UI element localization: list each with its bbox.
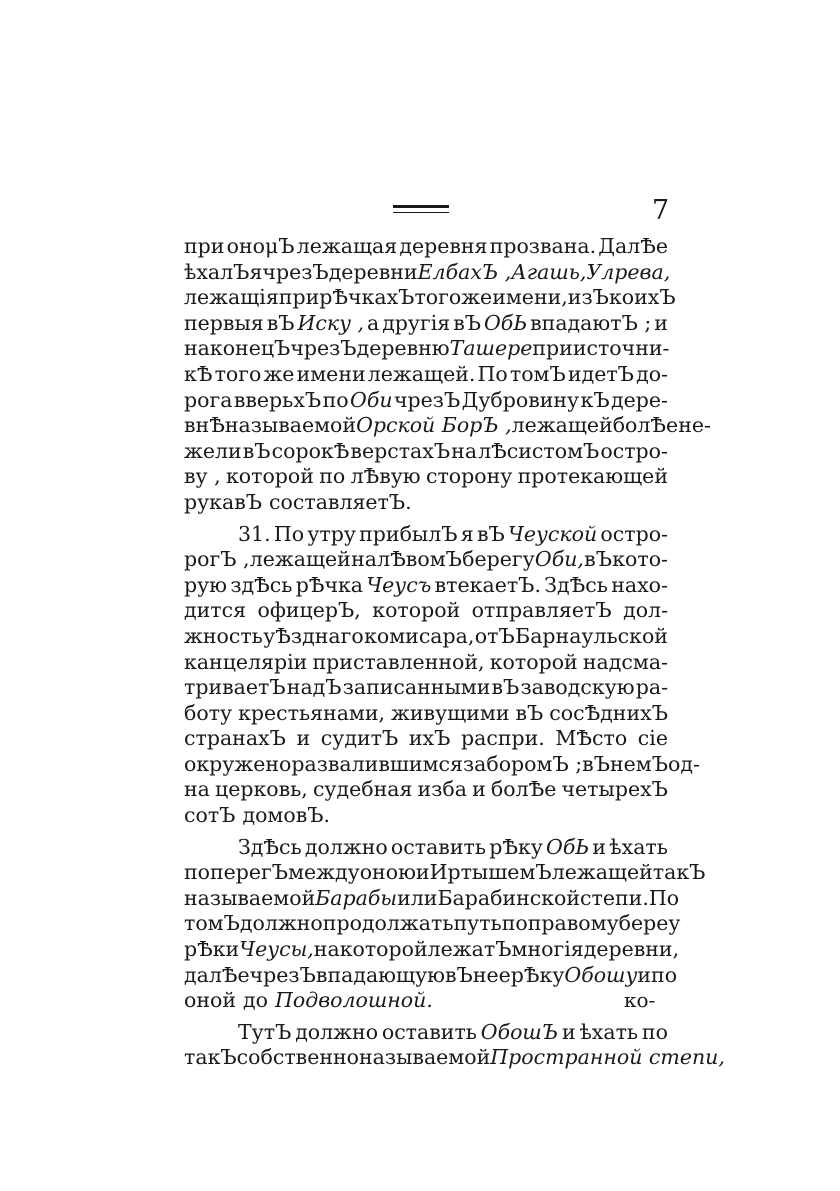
word: Оби	[350, 387, 393, 412]
word: первыя	[184, 310, 264, 335]
word: берегу	[462, 547, 535, 572]
text-line	[184, 439, 668, 465]
word: на	[184, 777, 210, 802]
paragraph-start	[184, 835, 668, 861]
word: другiя	[382, 310, 451, 335]
word: путь	[453, 911, 502, 936]
word: рѢку	[489, 834, 543, 859]
word: рѢку	[510, 962, 565, 987]
text-line	[184, 598, 668, 624]
word: чрезЪ	[249, 962, 316, 987]
text-line	[184, 962, 678, 989]
word: лѢвомЪ	[377, 547, 462, 572]
word: же	[263, 361, 295, 386]
word: рѢчкахЪ	[319, 285, 415, 310]
word: и	[592, 834, 607, 859]
text-line	[184, 911, 681, 937]
paragraph-start	[184, 522, 668, 548]
word: называемой	[224, 413, 357, 438]
word: ИртышемЪ	[429, 860, 552, 885]
word: развалившимся	[291, 751, 463, 776]
word: называемой	[359, 1045, 491, 1070]
word: по	[651, 962, 678, 987]
text-line	[184, 675, 668, 701]
word: деревни,	[583, 937, 680, 962]
word: далѢе	[184, 962, 250, 987]
word: судебная	[312, 777, 413, 802]
word: лѢвую	[350, 464, 421, 489]
word: Чеуской	[508, 521, 598, 546]
word: сосѢднихЪ	[549, 700, 668, 725]
word: бере	[618, 911, 669, 936]
word: од-	[668, 751, 700, 776]
word: рую	[184, 572, 228, 597]
word: вЪ	[266, 310, 295, 335]
text-line	[184, 285, 676, 311]
word: или	[397, 885, 438, 910]
word: Оби,	[534, 547, 584, 572]
word: По	[273, 521, 305, 546]
word: сорокѢ	[271, 438, 350, 463]
word: дере-	[611, 387, 668, 412]
word: ОбошЪ	[480, 1019, 559, 1044]
text-line	[184, 388, 668, 414]
word: церковь,	[215, 777, 308, 802]
page-number: 7	[652, 195, 670, 226]
word: лежащiя	[184, 285, 279, 310]
word: прозвана.	[489, 234, 597, 258]
word: источни-	[572, 336, 670, 361]
word: а	[366, 310, 380, 335]
word: которой	[372, 598, 461, 623]
word: вЪ	[584, 547, 612, 572]
text-line	[184, 860, 706, 886]
word: уѢзднаго	[263, 623, 364, 648]
word: которой	[339, 937, 428, 962]
word: у	[668, 911, 681, 936]
word: деревни	[328, 259, 418, 284]
text-line	[184, 777, 668, 803]
word: рога	[184, 387, 233, 412]
word: между	[288, 860, 360, 885]
word: Ташере	[449, 336, 533, 361]
word: оной	[184, 988, 237, 1013]
text-line	[184, 362, 668, 388]
word: ихЪ	[408, 726, 451, 751]
word: ЕлбахЪ ,	[417, 259, 512, 284]
header-rule	[393, 205, 449, 213]
word: оставить	[381, 1019, 477, 1044]
word: кѢ	[184, 361, 213, 386]
word: ѣхать	[609, 834, 668, 859]
word: при	[278, 285, 320, 310]
text-line	[184, 701, 668, 727]
word: впадаютЪ ;	[530, 310, 652, 335]
word: Подволошной.	[274, 988, 433, 1013]
word: заводскую	[520, 675, 635, 700]
word: такЪ	[652, 860, 706, 885]
word: лежащей	[249, 547, 351, 572]
word: вЪ	[582, 751, 610, 776]
word: боту	[184, 700, 233, 725]
text-line	[184, 573, 668, 599]
word: немЪ	[610, 751, 669, 776]
word: втекаетЪ.	[434, 572, 541, 597]
word: оною	[359, 860, 416, 885]
word: рѢки	[184, 937, 240, 962]
word: прибылЪ	[359, 521, 458, 546]
text-line	[184, 234, 668, 260]
word: Барабинской	[437, 885, 581, 910]
word: по	[501, 911, 528, 936]
word: до-	[636, 361, 668, 386]
word: Обошу	[564, 962, 638, 987]
word: до	[243, 988, 268, 1013]
text-line	[184, 490, 668, 516]
word: на	[451, 438, 478, 463]
word: при	[184, 234, 225, 258]
word: чрезЪ	[290, 336, 357, 361]
word: ву ,	[184, 464, 221, 489]
word: и	[654, 310, 668, 335]
word: правому	[527, 911, 619, 936]
word: по	[319, 464, 346, 489]
word: распри.	[461, 726, 545, 751]
word: По	[648, 885, 680, 910]
word: я	[249, 259, 263, 284]
word: поперегЪ	[184, 860, 289, 885]
word: Агашь,	[511, 259, 587, 284]
word: томЪ	[509, 361, 566, 386]
word: степи.	[580, 885, 649, 910]
word: на	[184, 336, 210, 361]
body-text	[184, 234, 725, 1071]
word: живущими	[391, 700, 510, 725]
word: рогЪ ,	[184, 547, 250, 572]
word: сотЪ	[184, 803, 236, 828]
word: заборомЪ ;	[462, 751, 583, 776]
word: должно	[295, 1019, 379, 1044]
word: четырехЪ	[561, 777, 668, 802]
word: называемой	[184, 885, 316, 910]
catchword: ко-	[624, 988, 656, 1012]
word: и	[296, 726, 311, 751]
word: онομЪ	[226, 234, 295, 258]
word: острο-	[600, 521, 668, 546]
text-line	[184, 1045, 725, 1071]
word: дится	[184, 598, 247, 623]
word: вЪ	[453, 310, 482, 335]
word: я	[460, 521, 474, 546]
word: продолжать	[322, 911, 454, 936]
word: сiе	[637, 726, 668, 751]
word: и	[637, 962, 652, 987]
word: должно	[239, 911, 323, 936]
word: ДалѢе	[598, 234, 668, 258]
word: конецЪ	[209, 336, 291, 361]
word: лежащей	[551, 860, 653, 885]
word: деревня	[399, 234, 488, 258]
word: судитЪ	[320, 726, 399, 751]
word: лежатЪ	[427, 937, 512, 962]
word: ЗдѢсь	[238, 834, 302, 859]
word: вЪ	[491, 675, 520, 700]
word: имени	[296, 361, 366, 386]
word: триваетЪ	[184, 675, 286, 700]
word: комисара,	[364, 623, 475, 648]
word: надсма-	[582, 649, 668, 674]
text-line	[184, 336, 668, 362]
word: многiя	[511, 937, 584, 962]
word: МѢсто	[555, 726, 628, 751]
word: Барнаульской	[515, 623, 668, 648]
word: Чеусъ	[366, 572, 432, 597]
word: кото-	[612, 547, 668, 572]
word: коихЪ	[608, 285, 676, 310]
word: впадающую	[315, 962, 445, 987]
text-line	[184, 624, 668, 650]
text-line	[184, 464, 668, 490]
word: вЪ	[515, 700, 544, 725]
word: здѢсь	[230, 572, 293, 597]
word: Иску ,	[297, 310, 365, 335]
text-line	[184, 547, 668, 573]
word: утру	[307, 521, 356, 546]
word: при	[532, 336, 573, 361]
word: ТутЪ	[238, 1019, 292, 1044]
text-line	[184, 650, 668, 676]
word: деревню	[356, 336, 450, 361]
word: записанными	[342, 675, 491, 700]
text-line	[184, 988, 668, 1014]
word: ОбЬ	[484, 310, 528, 335]
word: отЪ	[474, 623, 515, 648]
word: собственно	[236, 1045, 360, 1070]
word: канцелярiи	[184, 649, 308, 674]
word: и	[472, 777, 486, 802]
text-line	[184, 413, 711, 439]
word: Чеусы,	[239, 937, 314, 962]
word: окружено	[184, 751, 292, 776]
word: чрезЪ	[262, 259, 329, 284]
word: должно	[304, 834, 388, 859]
word: нахо-	[611, 572, 668, 597]
word: странахЪ	[184, 726, 286, 751]
word: сторону	[425, 464, 513, 489]
word: по	[641, 1019, 668, 1044]
text-line	[184, 937, 680, 963]
text-line	[184, 885, 680, 912]
text-line	[184, 726, 668, 752]
word: жели	[184, 438, 242, 463]
paragraph-start	[184, 1020, 668, 1046]
word: Барабы	[315, 885, 398, 910]
word: рукавЪ	[184, 489, 263, 514]
word: чрезЪ	[393, 387, 461, 412]
word: идетЪ	[567, 361, 634, 386]
word: внѢ	[184, 413, 225, 438]
word: вЪ	[445, 962, 473, 987]
word: ЗдѢсь	[544, 572, 608, 597]
word: лѢсистомЪ	[478, 438, 600, 463]
word: болѢе	[490, 777, 557, 802]
word: отправляетЪ	[471, 598, 612, 623]
word: Пространной степи,	[490, 1045, 725, 1070]
word: офицерЪ,	[257, 598, 361, 623]
word: по	[322, 387, 349, 412]
word: того	[414, 285, 462, 310]
word: лежащей.	[367, 361, 476, 386]
word: болѢе	[612, 413, 679, 438]
word: изба	[417, 777, 467, 802]
word: Дубровину	[461, 387, 580, 412]
word: томЪ	[184, 911, 240, 936]
word: протекающей	[517, 464, 668, 489]
word: изЪ	[567, 285, 609, 310]
word: ра-	[635, 675, 668, 700]
word: По	[477, 361, 508, 386]
word: не-	[678, 413, 711, 438]
word: которой	[225, 464, 314, 489]
word: крестьянами,	[238, 700, 386, 725]
word: на	[313, 937, 340, 962]
word: Орской БорЪ ,	[356, 413, 512, 438]
word: жность	[184, 623, 263, 648]
word: и	[561, 1019, 576, 1044]
text-line	[184, 751, 700, 778]
word: ѣхать	[579, 1019, 639, 1044]
word: имени,	[492, 285, 568, 310]
text-line	[184, 803, 668, 829]
word: на	[351, 547, 377, 572]
word: и	[415, 860, 430, 885]
word: дол-	[623, 598, 668, 623]
word: лежащая	[296, 234, 398, 258]
word: 31.	[238, 521, 271, 546]
word: лежащей	[511, 413, 613, 438]
word: Улрева,	[586, 259, 671, 284]
word: рѢчка	[295, 572, 364, 597]
word: нее	[472, 962, 511, 987]
word: того	[214, 361, 262, 386]
word: вверьхЪ	[233, 387, 322, 412]
word: надЪ	[286, 675, 342, 700]
word: верстахЪ	[350, 438, 451, 463]
word: же	[461, 285, 493, 310]
word: такЪ	[184, 1045, 237, 1070]
word: вЪ	[242, 438, 271, 463]
word: составляетЪ.	[269, 489, 412, 514]
word: ѣхалЪ	[184, 259, 250, 284]
word: которой	[489, 649, 578, 674]
word: вЪ	[476, 521, 505, 546]
word: кЪ	[580, 387, 610, 412]
text-line	[184, 311, 668, 337]
word: приставленной,	[312, 649, 485, 674]
text-line	[184, 259, 671, 286]
word: домовЪ.	[242, 803, 331, 828]
word: ОбЬ	[546, 834, 590, 859]
word: оставить	[390, 834, 487, 859]
word: остро-	[600, 438, 668, 463]
